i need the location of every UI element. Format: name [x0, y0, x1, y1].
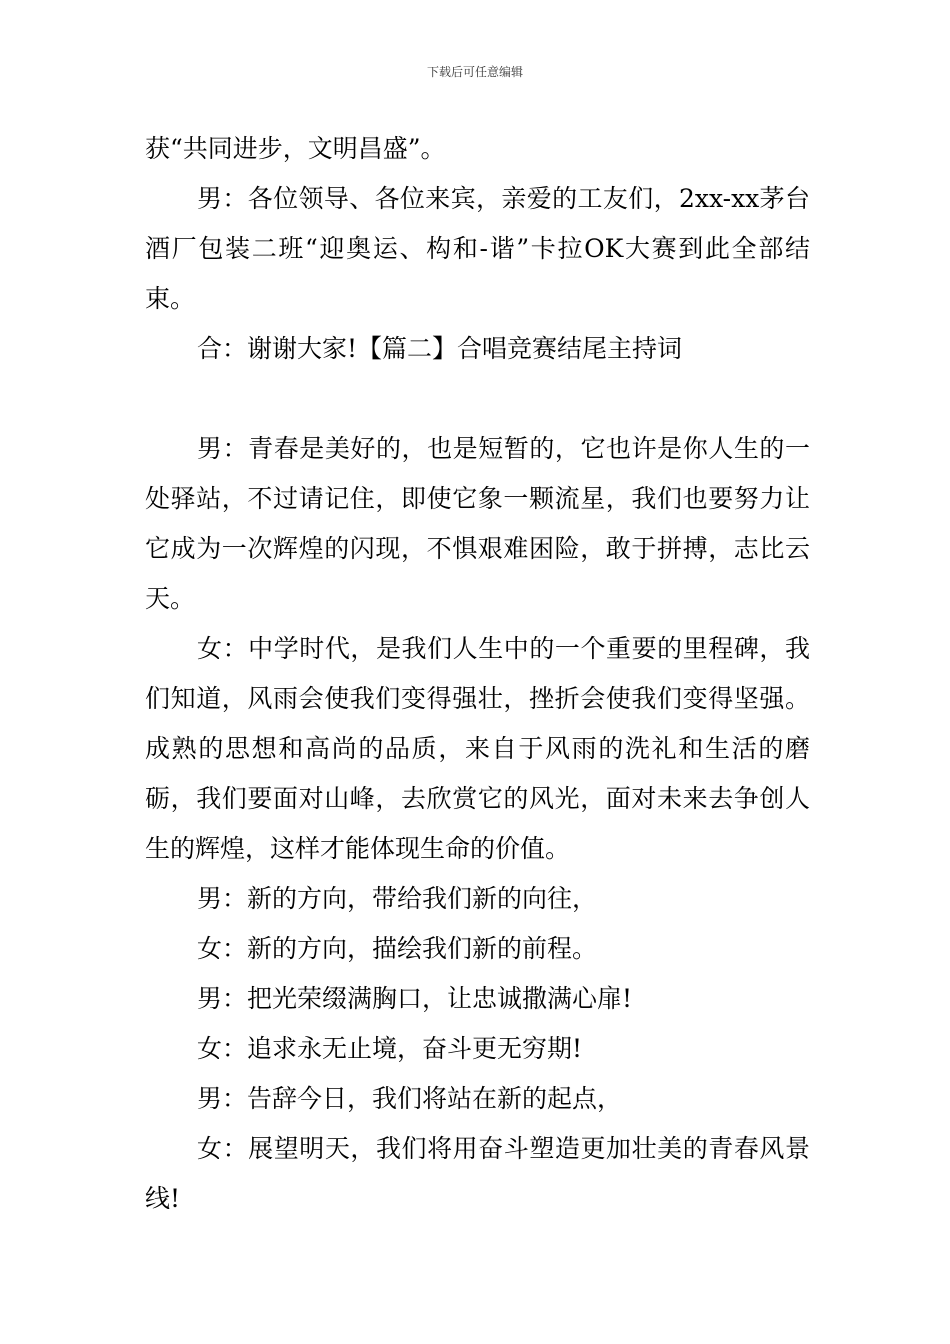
paragraph-female-future: 女：展望明天，我们将用奋斗塑造更加壮美的青春风景线! [145, 1134, 810, 1213]
paragraph-female-pursuit: 女：追求永无止境，奋斗更无穷期! [197, 1034, 583, 1063]
paragraph-female-direction: 女：新的方向，描绘我们新的前程。 [197, 934, 598, 963]
paragraph-male-closing: 男：各位领导、各位来宾，亲爱的工友们，2xx-xx茅台酒厂包装二班“迎奥运、构和-谐”卡拉OK大赛到此全部结束。 [145, 184, 810, 313]
paragraph-female-school: 女：中学时代，是我们人生中的一个重要的里程碑，我们知道，风雨会使我们变得强壮，挫折会使我们变得坚强。成熟的思想和高尚的品质，来自于风雨的洗礼和生活的磨砺，我们要面对山峰，去欣赏它的风光，面对未来去争创人生的辉煌，这样才能体现生命的价值。 [145, 634, 810, 863]
page-header: 下载后可任意编辑 [426, 65, 523, 79]
paragraph-continuation: 获“共同进步，文明昌盛”。 [145, 134, 446, 163]
paragraph-male-youth: 男：青春是美好的，也是短暂的，它也许是你人生的一处驿站，不过请记住，即使它象一颗流星，我们也要努力让它成为一次辉煌的闪现，不惧艰难困险，敢于拼搏，志比云天。 [145, 434, 810, 613]
paragraph-thanks-heading: 合：谢谢大家!【篇二】合唱竞赛结尾主持词 [197, 334, 683, 363]
paragraph-male-direction: 男：新的方向，带给我们新的向往， [197, 884, 598, 913]
blank-line [145, 374, 810, 424]
paragraph-male-honor: 男：把光荣缀满胸口，让忠诚撒满心扉! [197, 984, 633, 1013]
paragraph-male-farewell: 男：告辞今日，我们将站在新的起点， [197, 1084, 623, 1113]
document-body [145, 124, 810, 1224]
